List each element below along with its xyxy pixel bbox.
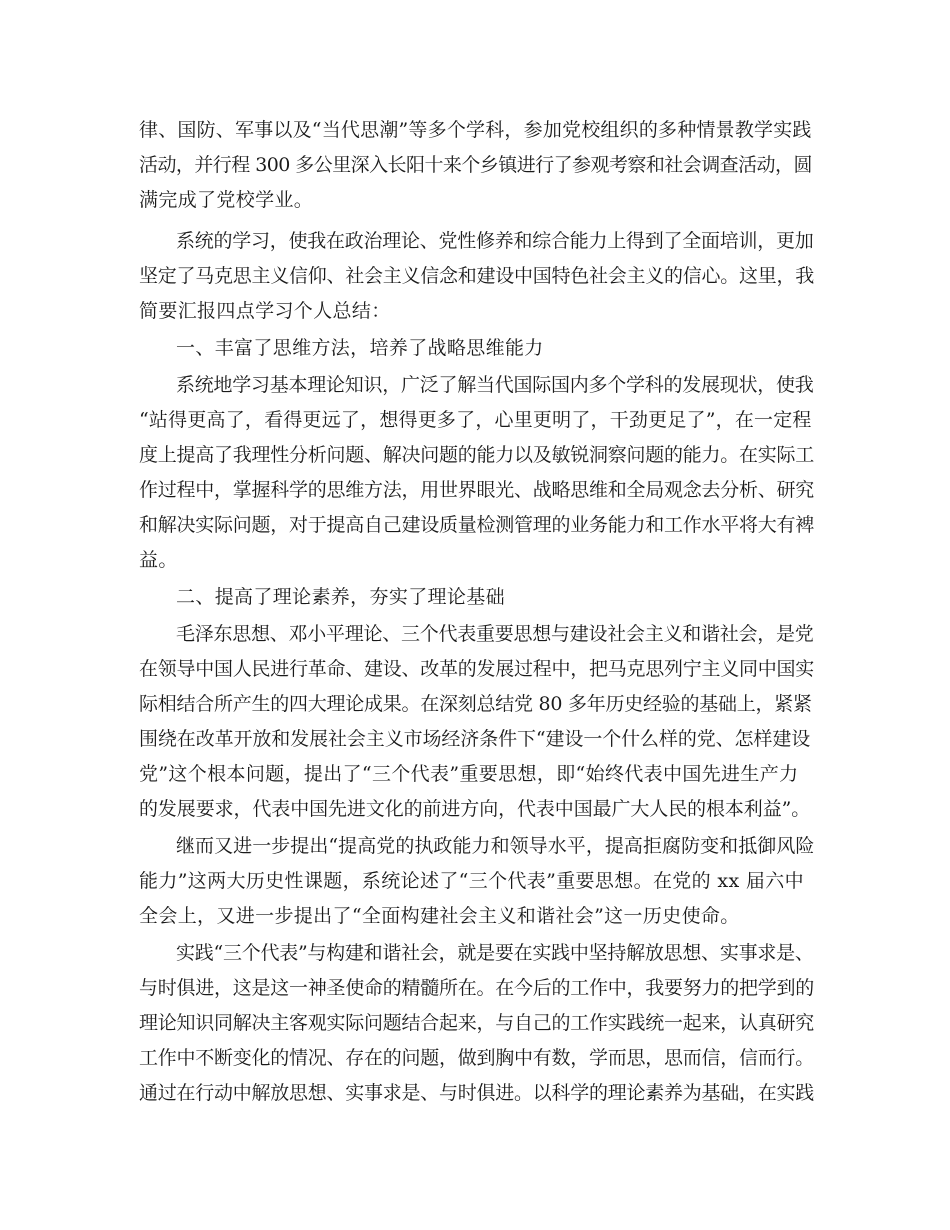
- paragraph-start: 系统的学习，使我在政治理论、党性修养和综合能力上得到了全面培训，更加: [176, 230, 814, 252]
- paragraph-start: 系统地学习基本理论知识，广泛了解当代国际国内多个学科的发展现状，使我: [176, 374, 814, 396]
- text-line: 工作中不断变化的情况、存在的问题，做到胸中有数，学而思，思而信，信而行。: [139, 1047, 815, 1069]
- text-line: 简要汇报四点学习个人总结：: [139, 300, 391, 322]
- text-line: 在领导中国人民进行革命、建设、改革的发展过程中，把马克思列宁主义同中国实: [139, 658, 815, 680]
- text-line: 和解决实际问题，对于提高自己建设质量检测管理的业务能力和工作水平将大有裨: [139, 514, 815, 536]
- text-line: 活动，并行程 300 多公里深入长阳十来个乡镇进行了参观考察和社会调查活动，圆: [139, 154, 812, 176]
- paragraph-start: 毛泽东思想、邓小平理论、三个代表重要思想与建设社会主义和谐社会，是党: [176, 623, 814, 645]
- text-line: 益。: [139, 549, 178, 571]
- text-line: 理论知识同解决主客观实际问题结合起来，与自己的工作实践统一起来，认真研究: [139, 1012, 815, 1034]
- text-line: 通过在行动中解放思想、实事求是、与时俱进。以科学的理论素养为基础，在实践: [139, 1082, 815, 1104]
- text-line: 全会上，又进一步提出了“全面构建社会主义和谐社会”这一历史使命。: [139, 905, 740, 927]
- paragraph-start: 继而又进一步提出“提高党的执政能力和领导水平，提高拒腐防变和抵御风险: [176, 835, 815, 857]
- section-heading: 一、丰富了思维方法，培养了战略思维能力: [176, 337, 544, 359]
- text-line: 满完成了党校学业。: [139, 189, 314, 211]
- text-line: 坚定了马克思主义信仰、社会主义信念和建设中国特色社会主义的信心。这里，我: [139, 265, 815, 287]
- text-line: 党”这个根本问题，提出了“三个代表”重要思想，即“始终代表中国先进生产力: [139, 763, 799, 785]
- text-line: 际相结合所产生的四大理论成果。在深刻总结党 80 多年历史经验的基础上，紧紧: [139, 693, 812, 715]
- section-heading: 二、提高了理论素养，夯实了理论基础: [176, 586, 505, 608]
- text-line: 与时俱进，这是这一神圣使命的精髓所在。在今后的工作中，我要努力的把学到的: [139, 977, 815, 999]
- paragraph-start: 实践“三个代表”与构建和谐社会，就是要在实践中坚持解放思想、实事求是、: [176, 942, 814, 964]
- text-line: 作过程中，掌握科学的思维方法，用世界眼光、战略思维和全局观念去分析、研究: [139, 479, 815, 501]
- text-line: 的发展要求，代表中国先进文化的前进方向，代表中国最广大人民的根本利益”。: [139, 798, 811, 820]
- text-line: 度上提高了我理性分析问题、解决问题的能力以及敏锐洞察问题的能力。在实际工: [139, 444, 815, 466]
- text-line: 能力”这两大历史性课题，系统论述了“三个代表”重要思想。在党的 xx 届六中: [139, 870, 804, 892]
- text-line: 围绕在改革开放和发展社会主义市场经济条件下“建设一个什么样的党、怎样建设: [139, 728, 811, 750]
- text-line: “站得更高了，看得更远了，想得更多了，心里更明了，干劲更足了”，在一定程: [139, 409, 812, 431]
- text-line: 律、国防、军事以及“当代思潮”等多个学科，参加党校组织的多种情景教学实践: [139, 119, 812, 141]
